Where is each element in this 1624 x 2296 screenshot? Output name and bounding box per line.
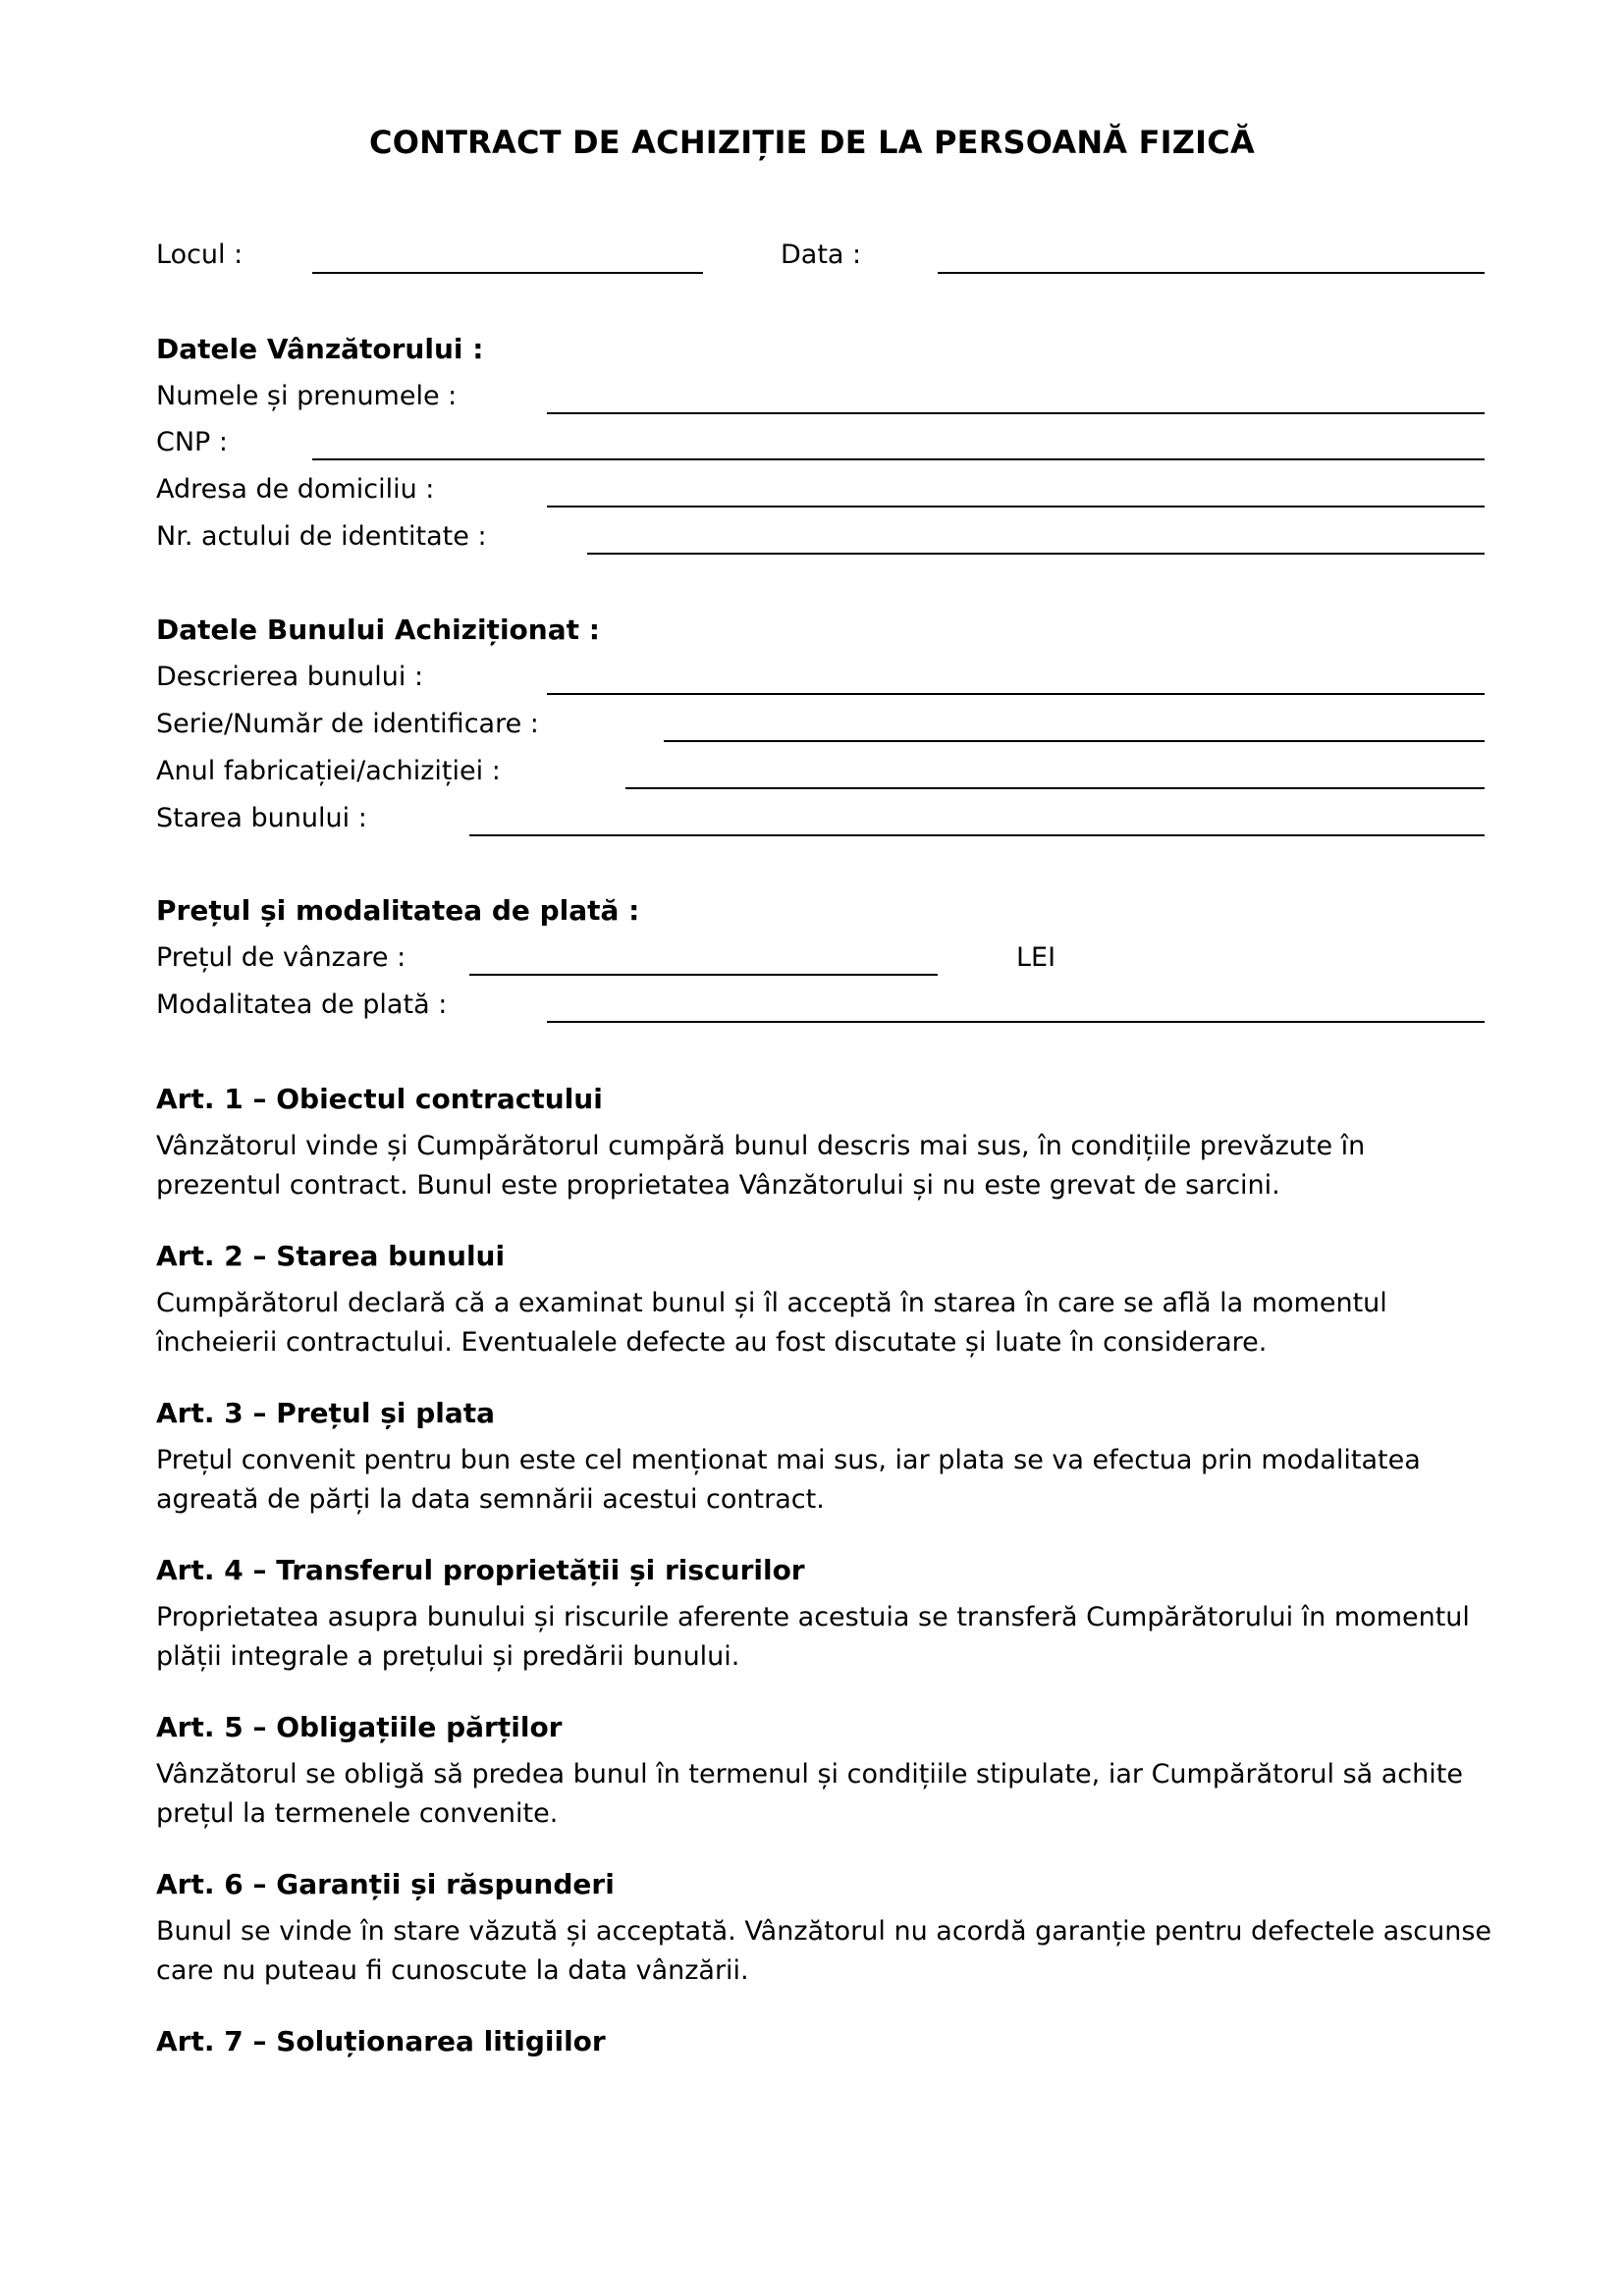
payment-label: Modalitatea de plată : — [156, 989, 448, 1020]
article-text: Bunul se vinde în stare văzută și acceptată. Vânzătorul nu acordă garanție pentru defectele ascunse care nu puteau fi cunoscute la data vânzării. — [156, 1916, 1492, 1986]
article-heading: Art. 4 – Transferul proprietății și riscurilor — [156, 1554, 805, 1586]
article-text: Vânzătorul se obligă să predea bunul în termenul și condițiile stipulate, iar Cumpărătorul să achite prețul la termenele convenite. — [156, 1759, 1463, 1829]
goods-description-label: Descrierea bunului : — [156, 662, 424, 692]
article-heading: Art. 1 – Obiectul contractului — [156, 1083, 603, 1115]
goods-year-field[interactable] — [625, 787, 1485, 789]
price-field[interactable] — [469, 974, 938, 976]
article-heading: Art. 2 – Starea bunului — [156, 1240, 506, 1272]
price-label: Prețul de vânzare : — [156, 942, 406, 973]
goods-serial-field[interactable] — [664, 740, 1485, 742]
seller-name-field[interactable] — [547, 412, 1485, 414]
article-heading: Art. 5 – Obligațiile părților — [156, 1711, 563, 1743]
currency-label: LEI — [1016, 942, 1056, 973]
date-label: Data : — [781, 240, 862, 270]
goods-description-field[interactable] — [547, 693, 1485, 695]
goods-condition-label: Starea bunului : — [156, 803, 367, 833]
date-field[interactable] — [938, 272, 1485, 274]
goods-serial-label: Serie/Număr de identificare : — [156, 709, 539, 739]
article-text: Proprietatea asupra bunului și riscurile aferente acestuia se transferă Cumpărătorului în momentul plății integrale a prețului și predării bunului. — [156, 1602, 1470, 1672]
document-title: CONTRACT DE ACHIZIȚIE DE LA PERSOANĂ FIZICĂ — [369, 124, 1255, 161]
article-text: Prețul convenit pentru bun este cel menționat mai sus, iar plata se va efectua prin modalitatea agreată de părți la data semnării acestui contract. — [156, 1445, 1421, 1515]
seller-id-label: Nr. actului de identitate : — [156, 521, 487, 552]
article-text: Cumpărătorul declară că a examinat bunul și îl acceptă în starea în care se află la momentul încheierii contractului. Eventualele defecte au fost discutate și luate în considerare. — [156, 1288, 1387, 1358]
payment-field[interactable] — [547, 1021, 1485, 1023]
seller-id-field[interactable] — [587, 553, 1485, 555]
article-heading: Art. 6 – Garanții și răspunderi — [156, 1868, 615, 1900]
seller-cnp-field[interactable] — [312, 458, 1485, 460]
seller-name-label: Numele și prenumele : — [156, 381, 458, 411]
goods-condition-field[interactable] — [469, 834, 1485, 836]
seller-address-field[interactable] — [547, 506, 1485, 507]
seller-cnp-label: CNP : — [156, 427, 229, 457]
seller-heading: Datele Vânzătorului : — [156, 333, 484, 365]
place-label: Locul : — [156, 240, 244, 270]
seller-address-label: Adresa de domiciliu : — [156, 474, 435, 505]
article-text: Vânzătorul vinde și Cumpărătorul cumpără bunul descris mai sus, în condițiile prevăzute în prezentul contract. Bunul este proprietatea Vânzătorului și nu este grevat de sarcini. — [156, 1131, 1366, 1201]
article-heading: Art. 7 – Soluționarea litigiilor — [156, 2025, 606, 2057]
price-heading: Prețul și modalitatea de plată : — [156, 894, 640, 927]
goods-heading: Datele Bunului Achiziționat : — [156, 614, 600, 646]
place-field[interactable] — [312, 272, 703, 274]
article-heading: Art. 3 – Prețul și plata — [156, 1397, 496, 1429]
goods-year-label: Anul fabricației/achiziției : — [156, 756, 501, 786]
